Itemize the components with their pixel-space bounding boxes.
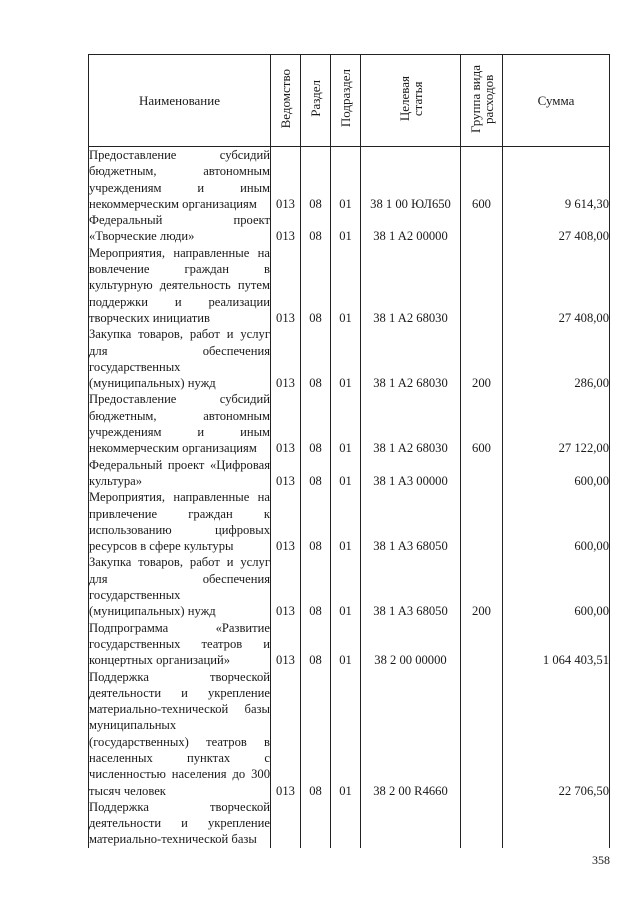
row-group bbox=[461, 245, 503, 326]
row-subsection: 01 bbox=[331, 457, 361, 490]
row-subsection: 01 bbox=[331, 489, 361, 554]
row-name: Федеральный проект «Творческие люди» bbox=[89, 213, 270, 244]
row-sum: 600,00 bbox=[503, 489, 610, 554]
row-sum: 600,00 bbox=[503, 554, 610, 619]
row-section: 08 bbox=[301, 489, 331, 554]
table-row bbox=[89, 620, 610, 669]
row-section: 08 bbox=[301, 391, 331, 456]
row-ministry bbox=[271, 799, 301, 848]
row-name: Мероприятия, направленные на привлечение граждан к использованию цифровых ресурсов в сфере культуры bbox=[89, 490, 270, 554]
row-target bbox=[361, 799, 461, 848]
row-target: 38 2 00 R4660 bbox=[361, 669, 461, 799]
row-section: 08 bbox=[301, 554, 331, 619]
row-sum: 22 706,50 bbox=[503, 669, 610, 799]
row-section: 08 bbox=[301, 326, 331, 391]
header-subsection: Подраздел bbox=[338, 69, 353, 128]
row-name: Мероприятия, направленные на вовлечение граждан в культурную деятельность путем поддержки и реализации творческих инициатив bbox=[89, 245, 270, 325]
header-group: Группа вида расходов bbox=[467, 64, 496, 133]
row-section: 08 bbox=[301, 147, 331, 213]
header-ministry: Ведомство bbox=[278, 68, 293, 129]
row-group bbox=[461, 620, 503, 669]
header-target-cell bbox=[361, 55, 461, 147]
header-section-cell bbox=[301, 55, 331, 147]
page-number: 358 bbox=[592, 853, 610, 867]
row-name: Предоставление субсидий бюджетным, автономным учреждениям и иным некоммерческим организациям bbox=[89, 148, 270, 211]
header-subsection-cell bbox=[331, 55, 361, 147]
header-target: Целевая статья bbox=[396, 75, 425, 122]
row-group bbox=[461, 669, 503, 799]
table-row bbox=[89, 147, 610, 213]
row-ministry: 013 bbox=[271, 245, 301, 326]
row-target: 38 1 A2 68030 bbox=[361, 245, 461, 326]
row-group: 200 bbox=[461, 554, 503, 619]
row-section: 08 bbox=[301, 620, 331, 669]
row-subsection: 01 bbox=[331, 147, 361, 213]
row-sum bbox=[503, 799, 610, 848]
table-row bbox=[89, 212, 610, 245]
row-group bbox=[461, 489, 503, 554]
row-ministry: 013 bbox=[271, 620, 301, 669]
row-subsection: 01 bbox=[331, 391, 361, 456]
row-name: Поддержка творческой деятельности и укрепление материально-технической базы bbox=[89, 799, 270, 847]
row-name: Федеральный проект «Цифровая культура» bbox=[89, 457, 270, 488]
row-sum: 286,00 bbox=[503, 326, 610, 391]
row-target: 38 2 00 00000 bbox=[361, 620, 461, 669]
row-section: 08 bbox=[301, 212, 331, 245]
row-sum: 27 408,00 bbox=[503, 212, 610, 245]
row-group bbox=[461, 212, 503, 245]
row-name: Поддержка творческой деятельности и укрепление материально-технической базы муниципальных (государственных) театров в населенных пунктах с численностью населения до 300 тысяч человек bbox=[89, 669, 270, 798]
header-name: Наименование bbox=[89, 55, 271, 147]
table-row bbox=[89, 326, 610, 391]
row-sum: 27 408,00 bbox=[503, 245, 610, 326]
row-sum: 1 064 403,51 bbox=[503, 620, 610, 669]
row-target: 38 1 A2 68030 bbox=[361, 391, 461, 456]
row-target: 38 1 A3 68050 bbox=[361, 554, 461, 619]
row-target: 38 1 00 ЮЛ650 bbox=[361, 147, 461, 213]
row-target: 38 1 A2 00000 bbox=[361, 212, 461, 245]
table-row bbox=[89, 554, 610, 619]
budget-table bbox=[88, 54, 610, 848]
table-row bbox=[89, 457, 610, 490]
row-subsection: 01 bbox=[331, 669, 361, 799]
row-ministry: 013 bbox=[271, 212, 301, 245]
row-target: 38 1 A2 68030 bbox=[361, 326, 461, 391]
row-ministry: 013 bbox=[271, 457, 301, 490]
table-row bbox=[89, 799, 610, 848]
row-section: 08 bbox=[301, 669, 331, 799]
header-section: Раздел bbox=[308, 80, 323, 117]
row-section bbox=[301, 799, 331, 848]
row-subsection bbox=[331, 799, 361, 848]
row-ministry: 013 bbox=[271, 669, 301, 799]
row-subsection: 01 bbox=[331, 245, 361, 326]
row-subsection: 01 bbox=[331, 212, 361, 245]
header-sum: Сумма bbox=[503, 55, 610, 147]
row-name: Закупка товаров, работ и услуг для обеспечения государственных (муниципальных) нужд bbox=[89, 555, 270, 619]
row-subsection: 01 bbox=[331, 326, 361, 391]
row-ministry: 013 bbox=[271, 489, 301, 554]
row-group bbox=[461, 799, 503, 848]
row-section: 08 bbox=[301, 245, 331, 326]
table-row bbox=[89, 489, 610, 554]
row-group: 600 bbox=[461, 391, 503, 456]
header-ministry-cell bbox=[271, 55, 301, 147]
row-target: 38 1 A3 00000 bbox=[361, 457, 461, 490]
row-target: 38 1 A3 68050 bbox=[361, 489, 461, 554]
row-sum: 9 614,30 bbox=[503, 147, 610, 213]
table-body bbox=[89, 147, 610, 848]
row-name: Закупка товаров, работ и услуг для обеспечения государственных (муниципальных) нужд bbox=[89, 327, 270, 391]
table-row bbox=[89, 669, 610, 799]
table-row bbox=[89, 245, 610, 326]
row-subsection: 01 bbox=[331, 554, 361, 619]
row-sum: 27 122,00 bbox=[503, 391, 610, 456]
row-group: 600 bbox=[461, 147, 503, 213]
row-ministry: 013 bbox=[271, 391, 301, 456]
header-group-cell bbox=[461, 55, 503, 147]
row-section: 08 bbox=[301, 457, 331, 490]
row-group bbox=[461, 457, 503, 490]
row-ministry: 013 bbox=[271, 326, 301, 391]
table-row bbox=[89, 391, 610, 456]
row-group: 200 bbox=[461, 326, 503, 391]
row-ministry: 013 bbox=[271, 554, 301, 619]
row-subsection: 01 bbox=[331, 620, 361, 669]
row-name: Предоставление субсидий бюджетным, автономным учреждениям и иным некоммерческим организациям bbox=[89, 392, 270, 456]
row-name: Подпрограмма «Развитие государственных театров и концертных организаций» bbox=[89, 620, 270, 668]
row-sum: 600,00 bbox=[503, 457, 610, 490]
table-header-row bbox=[89, 55, 610, 147]
row-ministry: 013 bbox=[271, 147, 301, 213]
